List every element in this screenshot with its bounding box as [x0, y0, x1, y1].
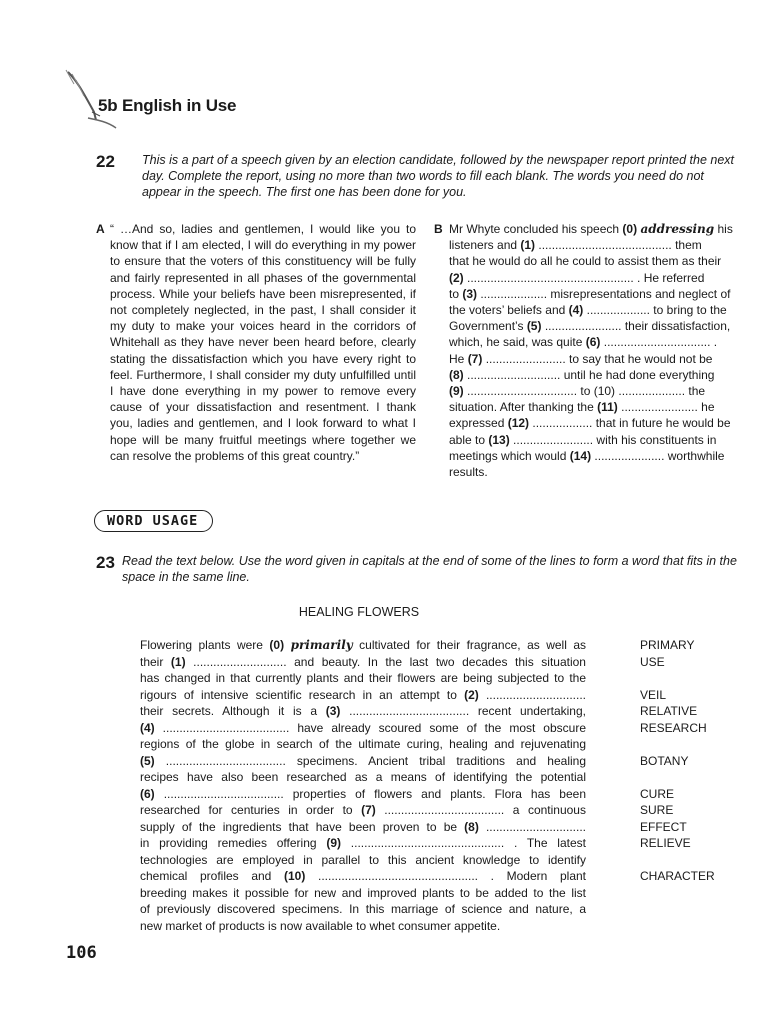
line-text: .................................................. . He referred	[463, 270, 705, 285]
gap-number: (9)	[326, 836, 342, 850]
exercise-instruction: This is a part of a speech given by an election candidate, followed by the newspaper report printed the next day. Complete the report, using no more than two words to fill each blank. The words you need do not appear in the speech. The first one has been done for you.	[142, 153, 735, 199]
text-line	[449, 221, 744, 237]
gap-number: (11)	[597, 400, 618, 415]
line-text: ....................... he	[617, 400, 715, 415]
text-line	[140, 819, 586, 836]
exercise-number: 22	[96, 152, 115, 171]
page-number: 106	[66, 943, 97, 963]
text-line	[140, 786, 586, 803]
exercise-instruction: Read the text below. Use the word given in capitals at the end of some of the lines to form a word that fits in the space in the same line.	[122, 554, 737, 584]
speech-text-a	[96, 221, 416, 464]
text-line	[140, 720, 586, 737]
text-line	[449, 286, 744, 302]
line-text: the voters’ beliefs and	[449, 303, 569, 318]
gap-number: (8)	[449, 367, 464, 382]
line-text: new market of products is now available to whet consumer appetite.	[140, 918, 501, 933]
text-line	[140, 885, 586, 902]
text-line	[449, 383, 744, 399]
gap-number: (9)	[449, 384, 464, 399]
text-line	[449, 432, 744, 448]
line-text: ..............................	[478, 819, 586, 834]
gap-number: (6)	[140, 786, 155, 801]
gap-number: (7)	[467, 351, 483, 366]
passage-text	[140, 637, 586, 934]
line-text: ..............................	[478, 687, 586, 702]
line-text: ................... to bring to the	[583, 303, 727, 318]
line-text: ............................ until he had done everything	[463, 367, 715, 382]
text-line	[449, 318, 744, 334]
gap-number: (3)	[462, 286, 478, 301]
line-text: cultivated for their fragrance, as well as	[352, 638, 586, 652]
text-line	[140, 753, 586, 770]
text-line	[140, 835, 586, 852]
gap-number: (12)	[507, 416, 530, 431]
stem-word: PRIMARY	[640, 638, 695, 652]
gap-number: (7)	[361, 803, 376, 817]
text-line	[449, 351, 744, 367]
gap-number: (6)	[585, 335, 601, 350]
line-text: .................... misrepresentations and neglect of	[477, 286, 731, 301]
text-line	[140, 918, 586, 935]
text-line	[140, 769, 586, 786]
section-number: 5b	[98, 96, 118, 115]
text-a-body: “ …And so, ladies and gentlemen, I would like you to know that if I am elected, I will do everything in my power to ensure that the voters of this constituency will be fully and fairly represented in all phases of the governmental process. While your beliefs have been misrepresented, if not completely neglected, in the past, I shall consider it my duty to make your voices heard in the corridors of Whitehall as they have never been heard before, clearly stating the dissatisfaction which you have every right to feel. Furthermore, I shall consider my duty unfulfilled until I have done everything in my power to remove every cause of your dissatisfaction and resentment. I thank you, ladies and gentlemen, and I look forward to what I hope will be many fruitful meetings where together we can resolve the problems of this great country.”	[110, 222, 416, 463]
stem-word: CHARACTER	[640, 869, 715, 883]
line-text: situation. After thanking the	[449, 400, 598, 415]
text-line	[140, 852, 586, 869]
line-text: ................................ .	[600, 335, 718, 350]
text-line	[449, 415, 744, 431]
stem-word: CURE	[640, 786, 675, 801]
gap-number: (8)	[464, 819, 479, 834]
exercise-number: 23	[96, 553, 115, 572]
stem-word	[640, 885, 750, 902]
line-text: ................................................ . Modern plant	[305, 869, 586, 883]
line-text: ........................ with his constituents in	[509, 432, 717, 447]
line-text: Flowering plants were	[140, 638, 270, 652]
line-text: regions of the globe in search of the ultimate curing, healing and rejuvenating	[140, 737, 586, 751]
stem-word	[640, 918, 750, 935]
gap-number: (13)	[488, 432, 510, 447]
line-text: .................................... properties of flowers and plants. Flora has been	[154, 786, 586, 801]
line-text: their secrets. Although it is a	[140, 704, 326, 718]
line-text: .................................... specimens. Ancient tribal traditions and healing	[154, 753, 586, 768]
line-text: rigours of intensive scientific research in an attempt to	[140, 687, 465, 702]
line-text: ..................... worthwhile	[591, 448, 725, 463]
gap-number: (2)	[464, 687, 479, 702]
gap-number: (4)	[568, 303, 584, 318]
line-text: in providing remedies offering	[140, 836, 327, 850]
stem-word: EFFECT	[640, 819, 687, 834]
text-line	[449, 302, 744, 318]
gap-number: (1)	[520, 238, 536, 253]
text-line	[140, 654, 586, 671]
line-text: chemical profiles and	[140, 869, 284, 883]
line-text: .............................................. . The latest	[341, 836, 586, 850]
text-line	[449, 334, 744, 350]
line-text: ....................... their dissatisfaction,	[541, 319, 731, 334]
line-text: breeding makes it possible for new and improved plants to be added to the list	[140, 885, 586, 900]
line-text: which, he said, was quite	[449, 335, 586, 350]
line-text: his	[714, 222, 733, 236]
stem-word: SURE	[640, 803, 674, 817]
stem-word: BOTANY	[640, 753, 689, 768]
line-text: supply of the ingredients that have been proven to be	[140, 819, 465, 834]
line-text: results.	[449, 465, 488, 480]
line-text: meetings which would	[449, 448, 570, 463]
line-text: .................. that in future he would be	[529, 416, 731, 431]
text-line	[140, 637, 586, 654]
line-text: of previously discovered specimens. In this marriage of science and nature, a	[140, 902, 586, 916]
line-text: researched for centuries in order to	[140, 803, 362, 817]
exercise-23	[96, 553, 756, 585]
exercise-22	[96, 152, 744, 200]
stem-word	[640, 852, 750, 869]
section-title	[98, 96, 236, 116]
gap-number: (5)	[140, 753, 155, 768]
stem-word	[640, 670, 750, 687]
line-text: recipes have also been researched as a means of identifying the potential	[140, 770, 586, 784]
example-answer: addressing	[640, 222, 715, 236]
line-text: expressed	[449, 416, 508, 431]
stem-word	[640, 736, 750, 753]
line-text: has changed in that currently plants and their flowers are being subjected to the	[140, 671, 586, 685]
text-line	[449, 270, 744, 286]
gap-number: (10)	[284, 869, 306, 883]
text-line	[449, 464, 744, 480]
text-line	[449, 237, 744, 253]
stem-word: RELIEVE	[640, 836, 691, 850]
gap-number: (5)	[526, 319, 542, 334]
passage-title-row	[0, 605, 768, 619]
line-text: .................................... a continuous	[375, 803, 586, 817]
gap-number: (3)	[325, 704, 341, 718]
line-text: .................................... recent undertaking,	[340, 704, 586, 718]
line-text: ...................................... have already scoured some of the most obscure	[154, 720, 586, 735]
text-line	[140, 703, 586, 720]
gap-number: (14)	[569, 448, 592, 463]
section-title-text: English in Use	[121, 96, 237, 115]
line-text: Mr Whyte concluded his speech	[449, 222, 623, 236]
gap-number: (0)	[622, 222, 638, 236]
line-text: ................................. to (10) .................... the	[463, 384, 706, 399]
line-text: to	[449, 286, 463, 301]
gap-number: (0)	[269, 638, 285, 652]
stem-word	[640, 769, 750, 786]
report-lines	[434, 221, 744, 480]
text-line	[449, 367, 744, 383]
line-text: He	[449, 351, 468, 366]
text-line	[140, 901, 586, 918]
text-line	[140, 687, 586, 704]
text-b-label: B	[434, 222, 443, 236]
stem-word: VEIL	[640, 687, 667, 702]
stem-word	[640, 901, 750, 918]
line-text: Government’s	[449, 319, 527, 334]
text-a-label: A	[96, 222, 105, 236]
text-line	[449, 253, 744, 269]
stem-word: RELATIVE	[640, 704, 698, 718]
line-text: ............................ and beauty. In the last two decades this situation	[185, 654, 586, 669]
text-line	[140, 868, 586, 885]
line-text: ........................ to say that he would not be	[482, 351, 713, 366]
gap-number: (2)	[449, 270, 464, 285]
word-usage-badge: WORD USAGE	[94, 510, 213, 532]
stem-word: RESEARCH	[640, 720, 707, 735]
line-text: ........................................ them	[535, 238, 702, 253]
line-text: listeners and	[449, 238, 521, 253]
line-text: technologies are employed in parallel to this ancient knowledge to identify	[140, 852, 586, 867]
line-text: that he would do all he could to assist them as their	[449, 254, 722, 269]
text-line	[140, 802, 586, 819]
line-text: able to	[449, 432, 489, 447]
report-text-b	[434, 221, 744, 480]
gap-number: (4)	[140, 720, 155, 735]
text-line	[140, 670, 586, 687]
stem-words-column	[640, 637, 750, 934]
example-answer: primarily	[290, 638, 353, 652]
passage-title: HEALING FLOWERS	[298, 605, 420, 619]
stem-word: USE	[640, 654, 665, 669]
text-line	[449, 448, 744, 464]
text-line	[449, 399, 744, 415]
text-line	[140, 736, 586, 753]
gap-number: (1)	[170, 654, 186, 669]
line-text: their	[140, 654, 171, 669]
section-header	[64, 68, 364, 138]
